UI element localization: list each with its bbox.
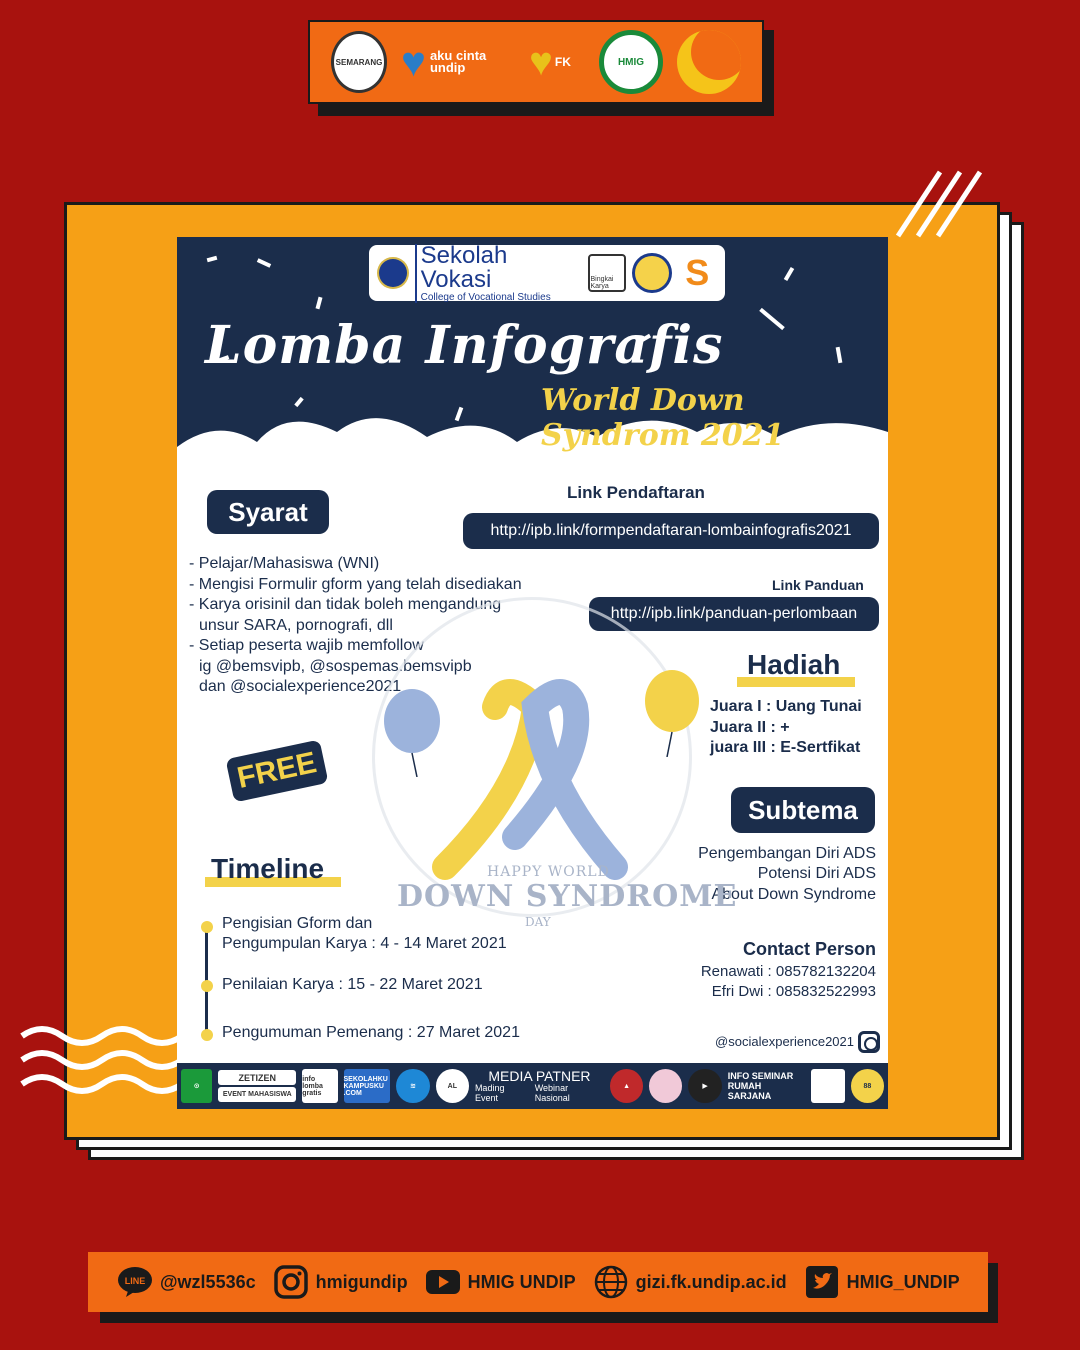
hwds-line1: HAPPY WORLD [487, 864, 610, 880]
media-partner-logo: ⊙ [181, 1069, 212, 1103]
media-partner-title: MEDIA PATNER [488, 1068, 591, 1084]
youtube-icon [426, 1265, 460, 1299]
media-partner-logo: ≋ [396, 1069, 429, 1103]
partner-label: Bingkai Karya [590, 276, 614, 290]
decorative-slashes [890, 166, 990, 246]
timeline-dot [201, 1029, 213, 1041]
media-partner-logo [649, 1069, 682, 1103]
bem-logo [632, 253, 672, 293]
hadiah-line: Juara I : Uang Tunai [710, 698, 862, 715]
bingkai-karya-logo [588, 254, 626, 292]
subtema-item: Potensi Diri ADS [757, 865, 876, 882]
svg-text:LINE: LINE [124, 1276, 146, 1286]
contact-instagram-handle: @socialexperience2021 [715, 1033, 854, 1049]
syarat-line: - Setiap peserta wajib memfollow [189, 637, 424, 654]
footer-line[interactable] [118, 1265, 256, 1299]
media-partner-logo-text: Mading Event [474, 1083, 505, 1103]
media-partner-logo-text: ZETIZEN [218, 1070, 296, 1085]
university-seal-logo [331, 31, 387, 93]
media-partner-title-block [475, 1069, 604, 1103]
aku-cinta-undip-text: aku cinta undip [429, 48, 487, 75]
heart-icon: ♥ [529, 40, 553, 84]
instagram-icon [858, 1031, 880, 1053]
timeline-item-line1: Penilaian Karya : 15 - 22 Maret 2021 [222, 976, 483, 993]
footer-youtube[interactable] [426, 1265, 576, 1299]
line-icon [118, 1265, 152, 1299]
hmig-logo [599, 30, 663, 94]
poster-subtitle: World Down Syndrom 2021 [541, 383, 785, 453]
subtema-item: About Down Syndrome [711, 886, 876, 903]
contact-line: Renawati : 085782132204 [700, 963, 876, 980]
globe-icon [594, 1265, 628, 1299]
media-partner-logo: SEKOLAHKU KAMPUSKU .COM [344, 1069, 391, 1103]
media-partner-bar [177, 1063, 888, 1109]
link-panduan-url[interactable]: http://ipb.link/panduan-perlombaan [589, 597, 879, 631]
poster [177, 237, 888, 1109]
media-partner-logo [728, 1071, 806, 1101]
crescent-logo [677, 30, 741, 94]
social-experience-logo: S [685, 252, 710, 293]
timeline-heading: Timeline [211, 853, 325, 884]
organizer-logo-strip [369, 241, 725, 303]
media-partner-logo-text: INFO SEMINAR [727, 1071, 794, 1081]
aku-cinta-fk-logo [515, 29, 585, 95]
top-logo-bar [308, 20, 764, 104]
footer-instagram-handle: hmigundip [315, 1271, 408, 1292]
media-partner-logo-text: RUMAH SARJANA [727, 1081, 772, 1101]
heart-icon: ♥ [401, 38, 426, 85]
university-seal-text: SEMARANG [335, 57, 383, 67]
contact-line: Efri Dwi : 085832522993 [711, 983, 876, 1000]
footer-website[interactable] [594, 1265, 787, 1299]
link-panduan-heading: Link Panduan [772, 577, 864, 593]
footer-twitter[interactable] [805, 1265, 960, 1299]
sekolah-vokasi-logo [415, 241, 583, 303]
timeline-dot [201, 921, 213, 933]
media-partner-logo-text: Webinar Nasional [534, 1083, 570, 1103]
media-partner-logo [218, 1070, 296, 1102]
footer-bar [88, 1252, 988, 1312]
timeline-item-line1: Pengisian Gform dan [222, 915, 373, 932]
media-partner-logo: ▲ [610, 1069, 643, 1103]
syarat-line: - Pelajar/Mahasiswa (WNI) [189, 555, 380, 572]
org-subtitle: College of Vocational Studies [420, 291, 551, 303]
hwds-line3: DAY [525, 915, 551, 929]
timeline-dot [201, 980, 213, 992]
syarat-line: ig @bemsvipb, @sospemas.bemsvipb [199, 658, 472, 675]
aku-cinta-fk-text: FK [554, 55, 571, 69]
org-title: Sekolah Vokasi [420, 241, 508, 293]
contact-instagram[interactable] [715, 1031, 880, 1053]
subtema-item: Pengembangan Diri ADS [698, 845, 876, 862]
instagram-icon [274, 1265, 308, 1299]
link-pendaftaran-url[interactable]: http://ipb.link/formpendaftaran-lombainfografis2021 [463, 513, 879, 549]
syarat-line: unsur SARA, pornografi, dll [199, 617, 393, 634]
link-pendaftaran-heading: Link Pendaftaran [567, 483, 705, 502]
ipb-emblem-icon [377, 257, 409, 289]
balloon-yellow-icon [639, 667, 705, 757]
hwds-line2: DOWN SYNDROME [397, 879, 738, 914]
hadiah-line: juara III : E-Sertfikat [710, 739, 861, 756]
footer-twitter-handle: HMIG_UNDIP [846, 1271, 960, 1292]
footer-instagram[interactable] [274, 1265, 408, 1299]
subtema-heading: Subtema [731, 787, 875, 833]
media-partner-logo: info lomba gratis [302, 1069, 337, 1103]
media-partner-logo: 88 [851, 1069, 884, 1103]
syarat-line: - Mengisi Formulir gform yang telah disediakan [189, 576, 522, 593]
aku-cinta-undip-logo [401, 29, 501, 95]
syarat-heading: Syarat [207, 490, 329, 534]
media-partner-logo: ▶ [688, 1069, 721, 1103]
free-badge: FREE [225, 740, 328, 803]
footer-website-url: gizi.fk.undip.ac.id [635, 1271, 787, 1292]
syarat-line: - Karya orisinil dan tidak boleh mengandung [189, 596, 502, 613]
balloon-blue-icon [377, 687, 447, 777]
hmig-logo-text: HMIG [617, 56, 645, 68]
syarat-line: dan @socialexperience2021 [199, 678, 402, 695]
decorative-waves [18, 1020, 188, 1100]
twitter-icon [805, 1265, 839, 1299]
timeline-item-line1: Pengumuman Pemenang : 27 Maret 2021 [222, 1024, 520, 1041]
media-partner-logo [811, 1069, 844, 1103]
footer-line-handle: @wzl5536c [160, 1271, 256, 1292]
footer-youtube-handle: HMIG UNDIP [467, 1271, 576, 1292]
contact-heading: Contact Person [742, 939, 876, 959]
timeline-item-line2: Pengumpulan Karya : 4 - 14 Maret 2021 [222, 935, 507, 952]
media-partner-logo-text: EVENT MAHASISWA [218, 1087, 296, 1102]
hadiah-heading: Hadiah [747, 649, 841, 680]
poster-title: Lomba Infografis [205, 315, 724, 376]
hadiah-line: Juara II : + [710, 719, 790, 736]
media-partner-logo: AL [436, 1069, 469, 1103]
